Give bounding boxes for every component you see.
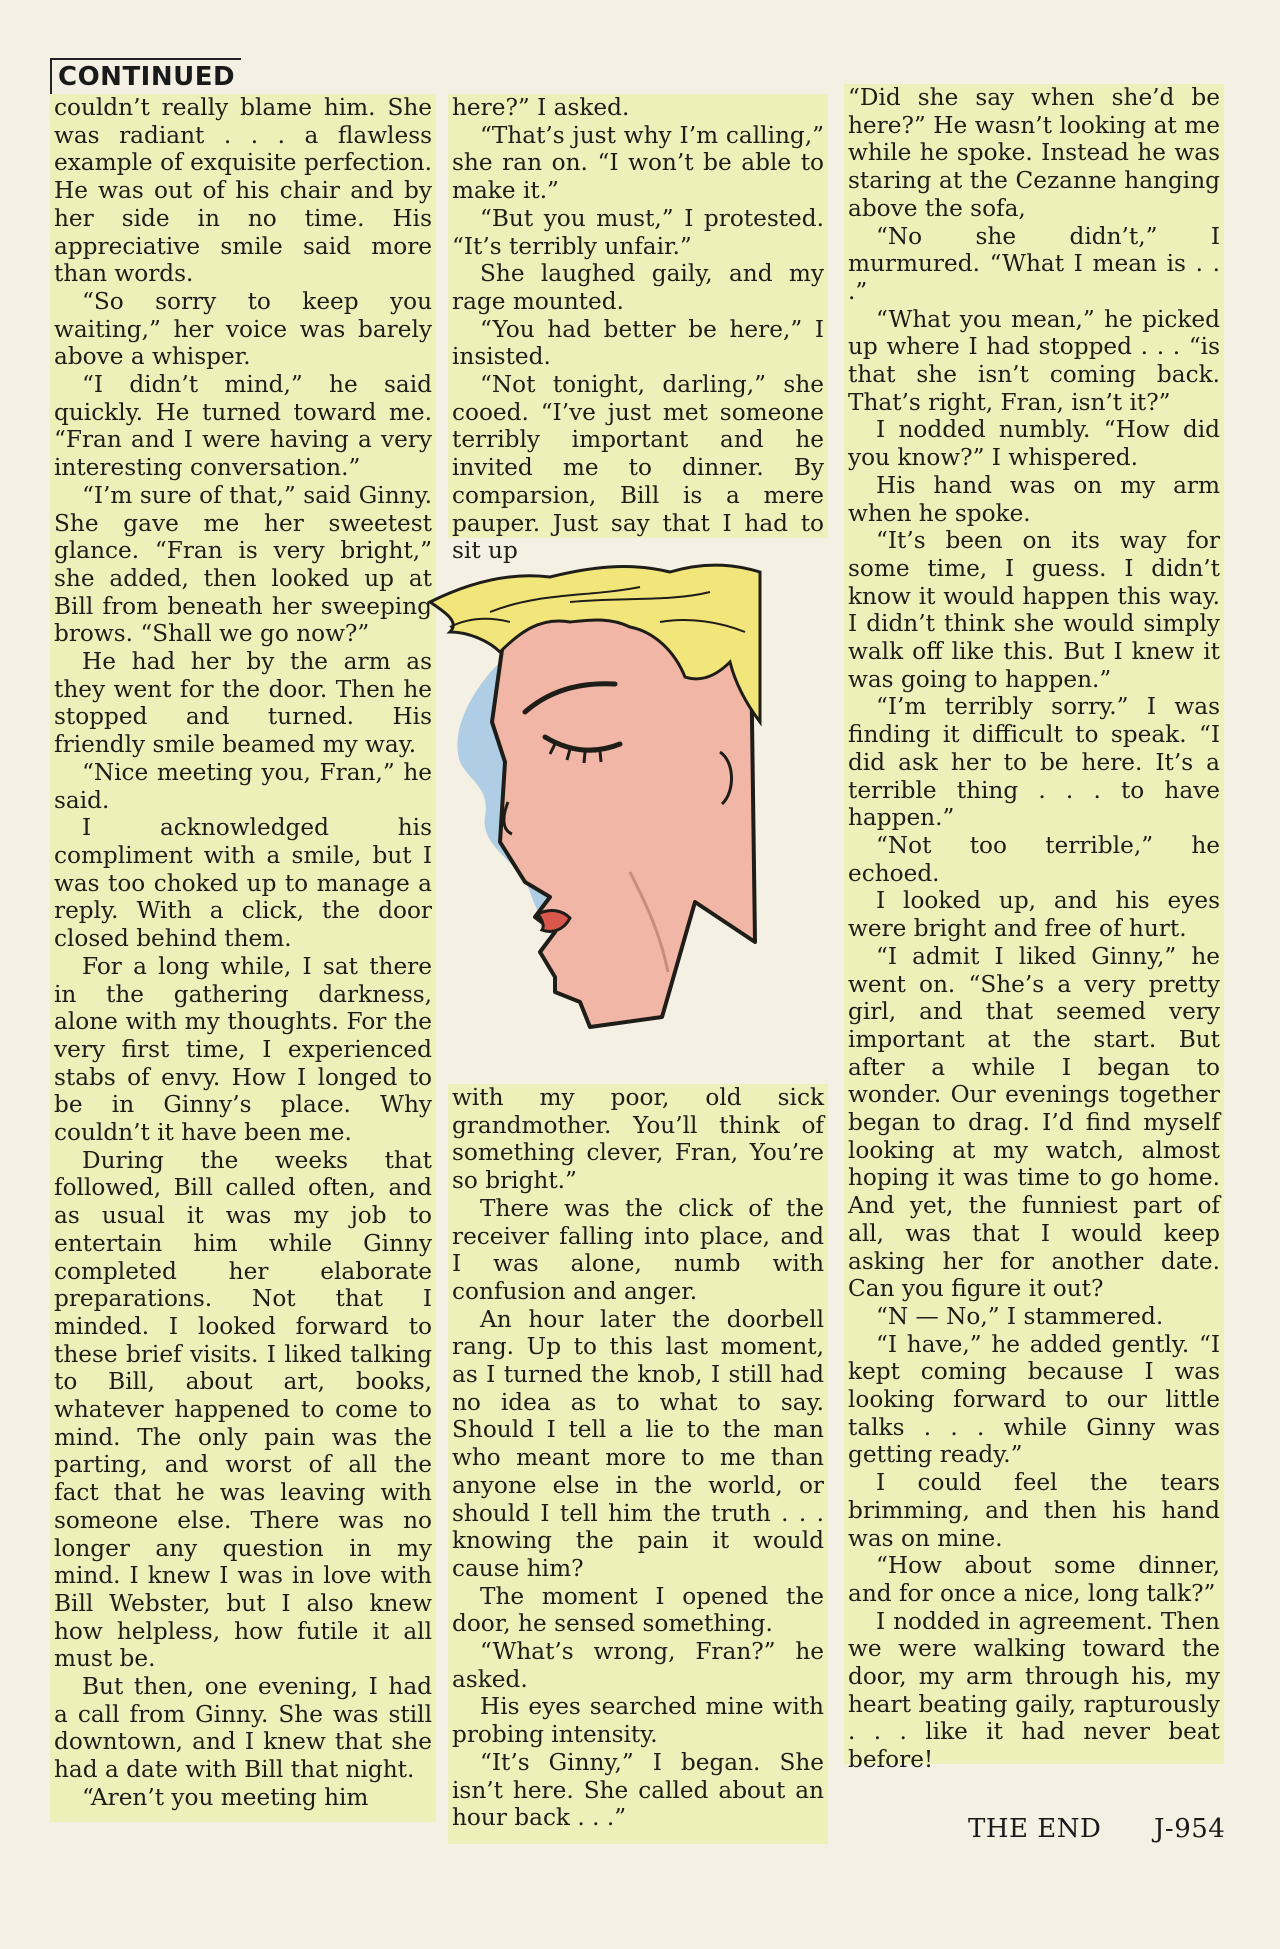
woman-profile-illustration [430, 572, 830, 1092]
story-paragraph: There was the click of the receiver falling into place, and I was alone, numb with confusion and anger. [452, 1194, 824, 1305]
story-paragraph: “Aren’t you meeting him [82, 1783, 369, 1811]
story-paragraph: “How about some dinner, and for once a nice, long talk?” [848, 1552, 1220, 1607]
story-paragraph: “Nice meeting you, Fran,” he said. [54, 758, 432, 814]
story-paragraph: “But you must,” I protested. “It’s terribly unfair.” [452, 204, 824, 260]
continued-label: CONTINUED [50, 58, 241, 94]
text-column-middle-top [448, 94, 828, 565]
story-paragraph: But then, one evening, I had a call from Ginny. She was still downtown, and I knew that she had a date with Bill that night. [54, 1673, 432, 1784]
story-paragraph: with my poor, old sick grandmother. You’ll think of something clever, Fran, You’re so bright.” [452, 1084, 824, 1195]
story-paragraph: “What’s wrong, Fran?” he asked. [452, 1638, 824, 1693]
story-paragraph: “Not too terrible,” he echoed. [848, 831, 1220, 887]
story-paragraph: I looked up, and his eyes were bright and free of hurt. [848, 887, 1220, 943]
story-paragraph: His hand was on my arm when he spoke. [848, 471, 1220, 527]
page-code-label: J-954 [1154, 1814, 1226, 1844]
story-paragraph: “I’m sure of that,” said Ginny. She gave me her sweetest glance. “Fran is very bright,” she added, then looked up at Bill from beneath her sweeping brows. “Shall we go now?” [54, 481, 432, 648]
story-paragraph: She laughed gaily, and my rage mounted. [452, 260, 824, 315]
text-column-right [844, 84, 1224, 1774]
story-paragraph: “No she didn’t,” I murmured. “What I mean is . . .” [848, 222, 1220, 305]
the-end-label: THE END [968, 1814, 1102, 1844]
story-paragraph: “So sorry to keep you waiting,” her voice was barely above a whisper. [54, 287, 432, 371]
story-paragraph: “I’m terribly sorry.” I was finding it difficult to speak. “I did ask her to be here. It’s a terrible thing . . . to have happen.” [848, 693, 1220, 832]
story-paragraph: His eyes searched mine with probing intensity. [452, 1693, 824, 1749]
story-paragraph: “You had better be here,” I insisted. [452, 315, 824, 371]
story-paragraph: He had her by the arm as they went for the door. Then he stopped and turned. His friendly smile beamed my way. [54, 648, 432, 759]
story-paragraph: For a long while, I sat there in the gathering darkness, alone with my thoughts. For the very first time, I experienced stabs of envy. How I longed to be in Ginny’s place. Why couldn’t it have been me. [54, 952, 432, 1147]
story-paragraph: I nodded in agreement. Then we were walking toward the door, my arm through his, my heart beating gaily, rapturously . . . like it had never beat before! [848, 1607, 1220, 1774]
story-paragraph: I acknowledged his compliment with a smile, but I was too choked up to manage a reply. With a click, the door closed behind them. [54, 814, 432, 953]
story-paragraph: “N — No,” I stammered. [876, 1302, 1164, 1330]
story-paragraph: I could feel the tears brimming, and then his hand was on mine. [848, 1469, 1220, 1552]
story-paragraph: “I admit I liked Ginny,” he went on. “She’s a very pretty girl, and that seemed very important at the start. But after a while I began to wonder. Our evenings together began to drag. I’d find myself looking at my watch, almost hoping it was time to go home. And yet, the funniest part of all, was that I would keep asking her for another date. Can you figure it out? [848, 942, 1220, 1303]
story-paragraph: “It’s Ginny,” I began. She isn’t here. She called about an hour back . . .” [452, 1748, 824, 1832]
story-paragraph: “I didn’t mind,” he said quickly. He turned toward me. “Fran and I were having a very interesting conversation.” [54, 371, 432, 482]
story-paragraph: An hour later the doorbell rang. Up to this last moment, as I turned the knob, I still had no idea as to what to say. Should I tell a lie to the man who meant more to me than anyone else in the world, or should I tell him the truth . . . knowing the pain it would cause him? [452, 1305, 824, 1582]
story-paragraph: “What you mean,” he picked up where I had stopped . . . “is that she isn’t coming back. That’s right, Fran, isn’t it?” [848, 305, 1220, 416]
story-paragraph: “I have,” he added gently. “I kept coming because I was looking forward to our little talks . . . while Ginny was getting ready.” [848, 1330, 1220, 1469]
story-paragraph: “It’s been on its way for some time, I guess. I didn’t know it would happen this way. I didn’t think she would simply walk off like this. But I knew it was going to happen.” [848, 527, 1220, 693]
story-paragraph: During the weeks that followed, Bill called often, and as usual it was my job to entertain him while Ginny completed her elaborate preparations. Not that I minded. I looked forward to these brief visits. I liked talking to Bill, about art, books, whatever happened to come to mind. The only pain was the parting, and worst of all the fact that he was leaving with someone else. There was no longer any question in my mind. I knew I was in love with Bill Webster, but I also knew how helpless, how futile it all must be. [54, 1146, 432, 1673]
story-paragraph: “Did she say when she’d be here?” He wasn’t looking at me while he spoke. Instead he was staring at the Cezanne hanging above the sofa, [848, 84, 1220, 222]
story-paragraph: “That’s just why I’m calling,” she ran on. “I won’t be able to make it.” [452, 121, 824, 205]
text-column-middle-bottom [448, 1084, 828, 1844]
story-paragraph: couldn’t really blame him. She was radiant . . . a flawless example of exquisite perfection. He was out of his chair and by her side in no time. His appreciative smile said more than words. [54, 94, 432, 288]
story-paragraph: I nodded numbly. “How did you know?” I whispered. [848, 416, 1220, 472]
story-paragraph: here?” I asked. [452, 94, 630, 121]
story-paragraph: “Not tonight, darling,” she cooed. “I’ve just met someone terribly important and he invited me to dinner. By comparsion, Bill is a mere pauper. Just say that I had to sit up [452, 371, 824, 565]
story-paragraph: The moment I opened the door, he sensed something. [452, 1582, 824, 1638]
text-column-left [50, 94, 436, 1822]
